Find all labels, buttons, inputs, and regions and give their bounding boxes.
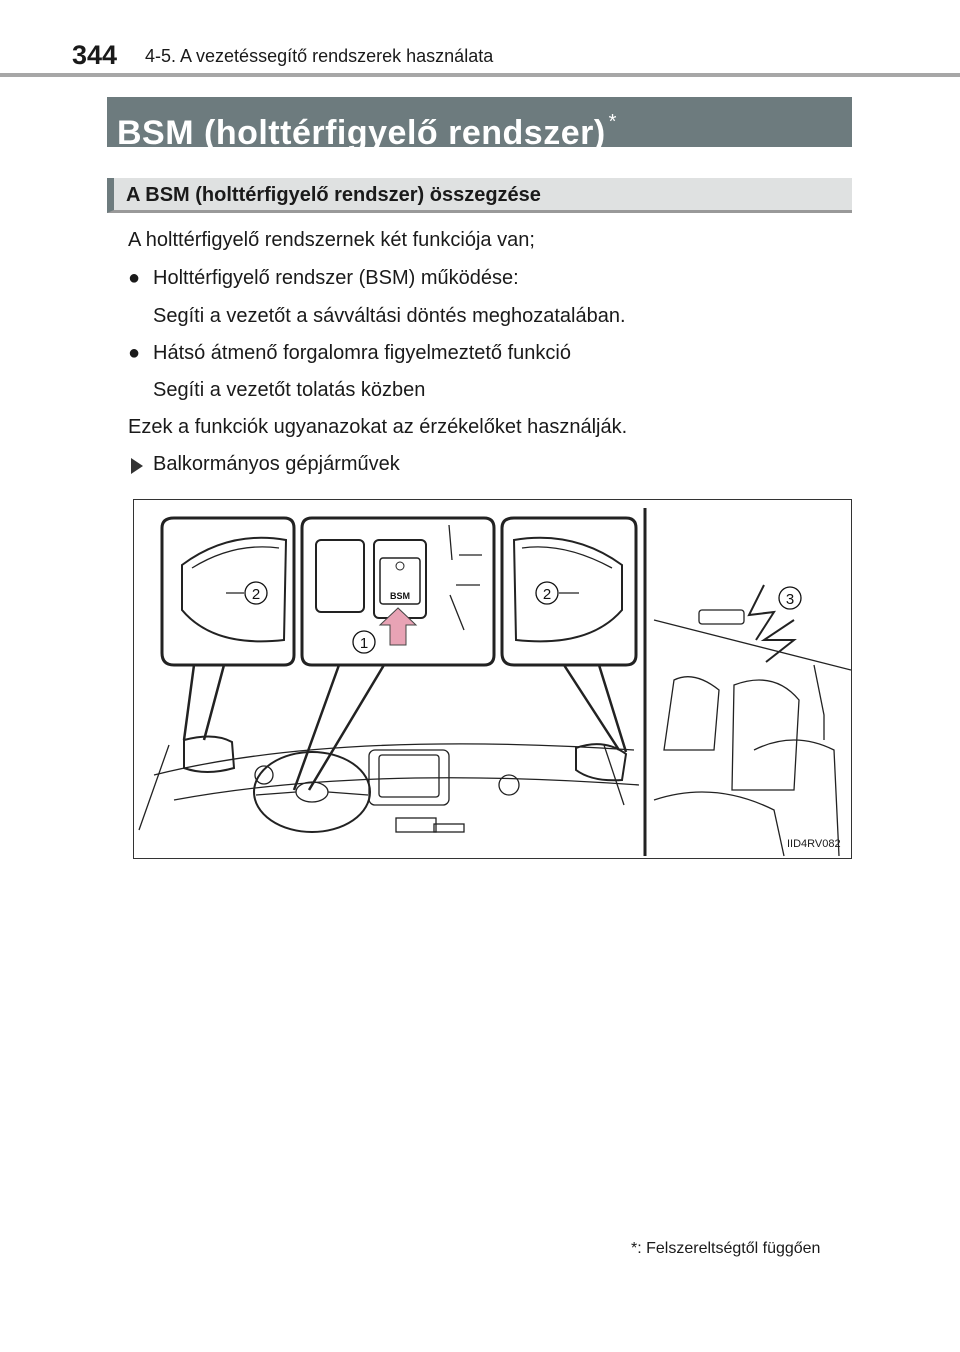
chapter-title: 4-5. A vezetéssegítő rendszerek használata [145, 46, 494, 66]
callout-number: 1 [359, 635, 369, 652]
page-number: 344 [72, 40, 118, 70]
intro-text: A holttérfigyelő rendszernek két funkciója van; [128, 229, 535, 251]
bsm-illustration [133, 499, 852, 859]
bsm-button-label: BSM [390, 591, 410, 601]
subheading-text: Balkormányos gépjárművek [153, 453, 400, 475]
outro-text: Ezek a funkciók ugyanazokat az érzékelőket használják. [128, 416, 628, 438]
footnote [631, 1240, 820, 1258]
section-title-bar [107, 97, 852, 152]
triangle-bullet-icon [131, 458, 143, 474]
subsection-heading: A BSM (holttérfigyelő rendszer) összegzése [107, 178, 852, 213]
bsm-illustration-svg [134, 500, 851, 858]
callout-number: 3 [785, 591, 795, 608]
header-divider [0, 73, 960, 77]
footnote-mark: * [631, 1240, 638, 1257]
item-1-title: Holttérfigyelő rendszer (BSM) működése: [153, 267, 519, 289]
figure-code: IID4RV082 [787, 838, 841, 850]
item-2-title: Hátsó átmenő forgalomra figyelmeztető funkció [153, 342, 571, 364]
optional-mark: * [608, 111, 617, 133]
footnote-text: : Felszereltségtől függően [637, 1240, 821, 1257]
item-2-desc: Segíti a vezetőt tolatás közben [153, 379, 426, 401]
section-title: BSM (holttérfigyelő rendszer) [117, 114, 606, 152]
bullet-icon: ● [128, 267, 141, 289]
callout-number: 2 [251, 586, 261, 603]
callout-number: 2 [542, 586, 552, 603]
bullet-icon: ● [128, 342, 141, 364]
item-1-desc: Segíti a vezetőt a sávváltási döntés meghozatalában. [153, 305, 626, 327]
